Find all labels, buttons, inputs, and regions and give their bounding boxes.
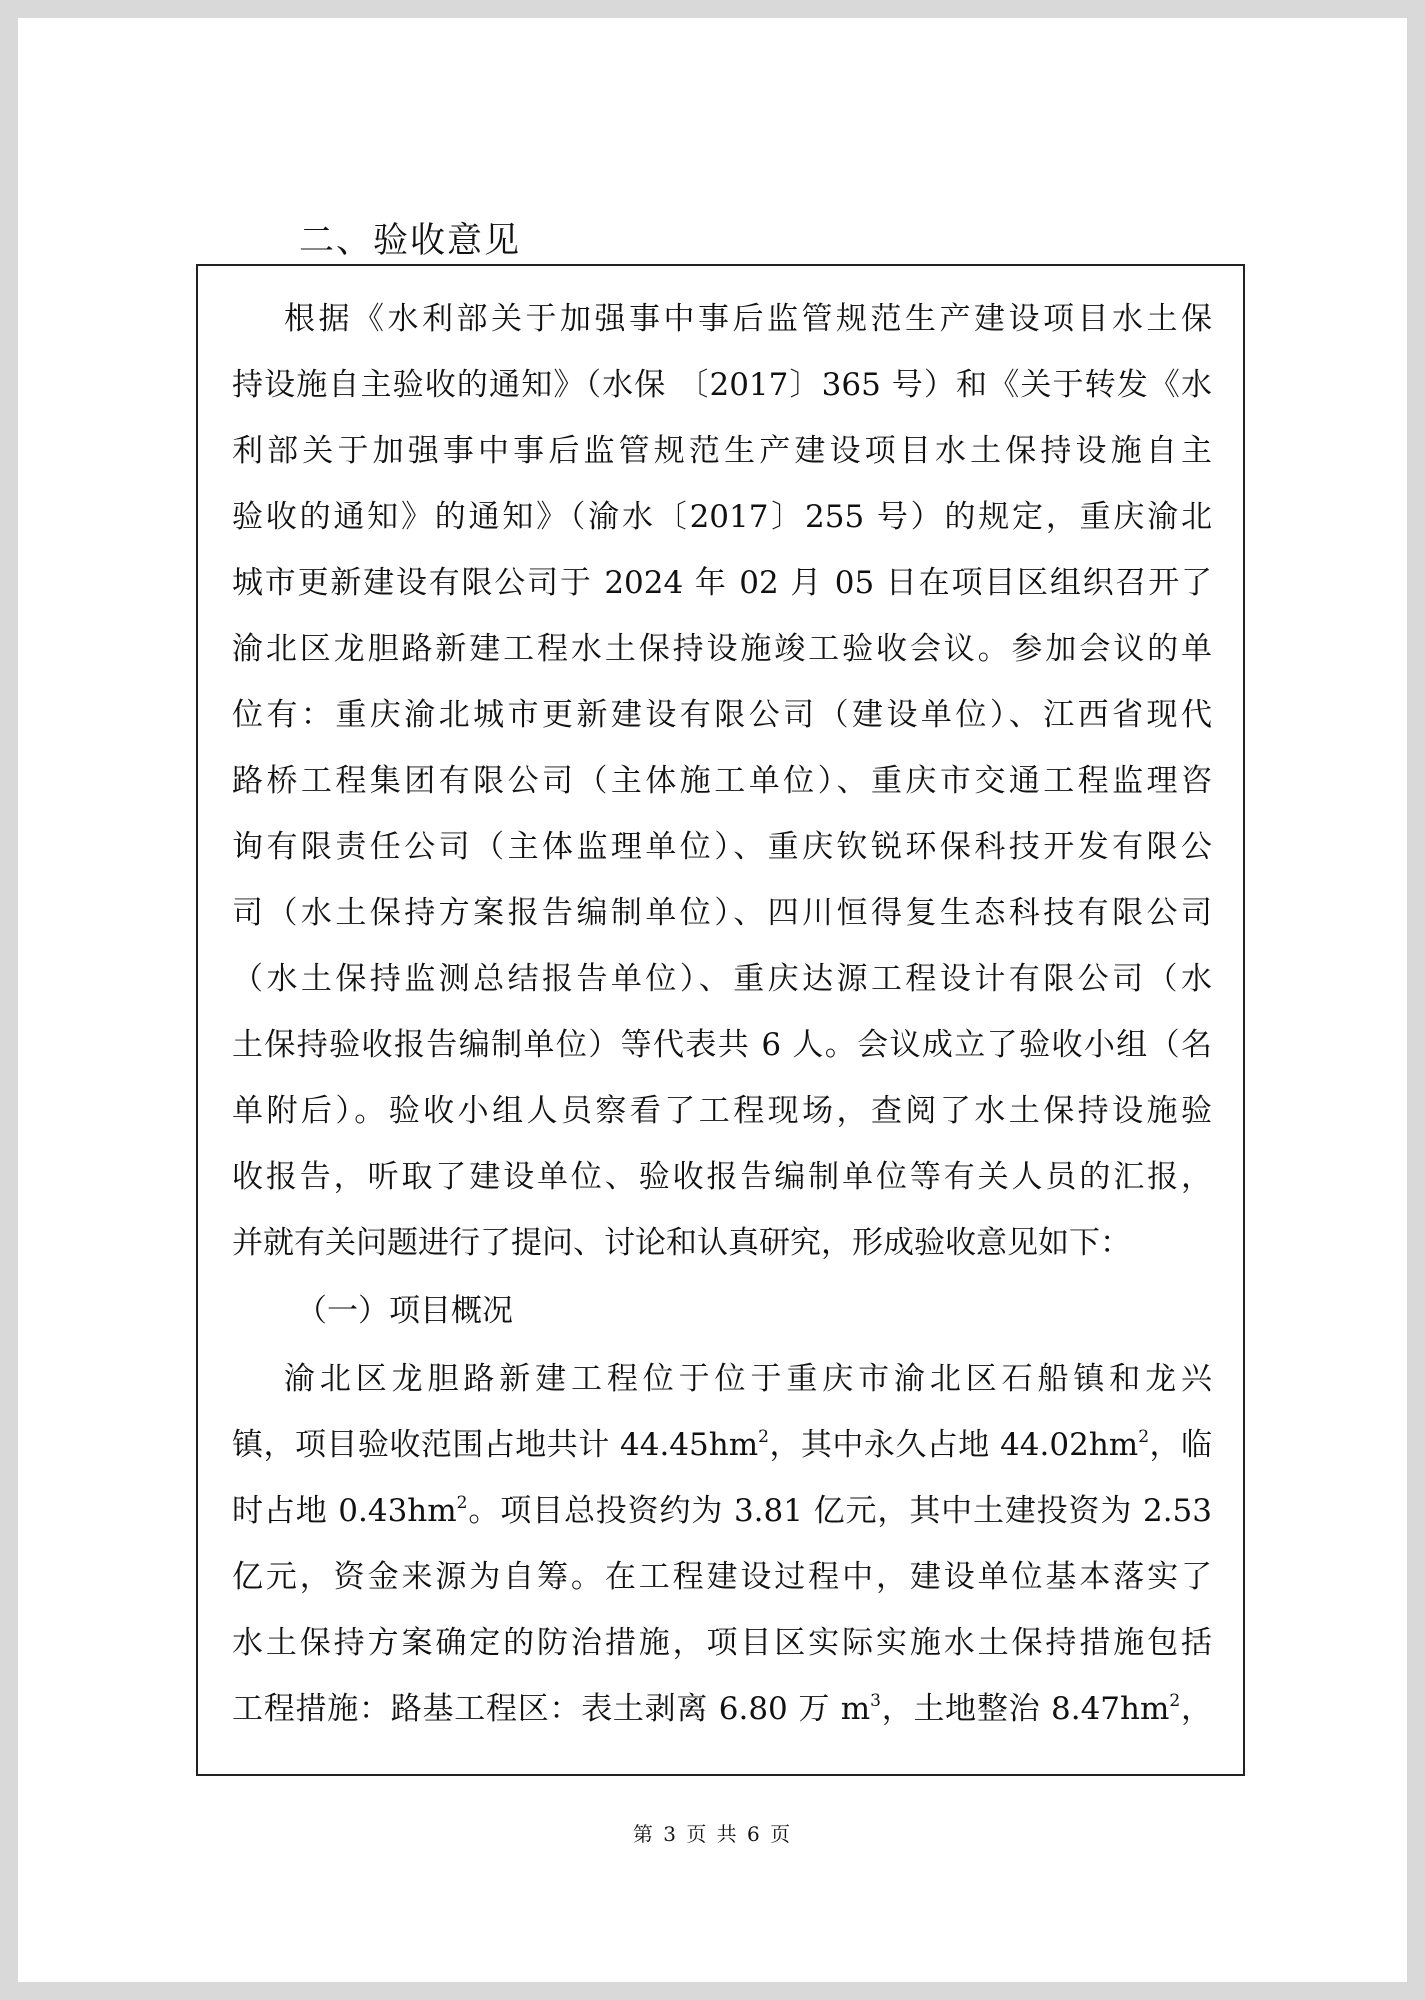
paragraph-line: 司（水土保持方案报告编制单位）、四川恒得复生态科技有限公司 — [232, 895, 1212, 931]
document-page — [18, 18, 1407, 1982]
section-heading: 二、验收意见 — [299, 221, 522, 261]
paragraph-line: 亿元，资金来源为自筹。在工程建设过程中，建设单位基本落实了 — [232, 1559, 1212, 1595]
subsection-heading: （一）项目概况 — [296, 1293, 513, 1329]
paragraph-line: 土保持验收报告编制单位）等代表共 6 人。会议成立了验收小组（名 — [232, 1027, 1212, 1063]
paragraph-line — [232, 1412, 1212, 1478]
superscript: 2 — [456, 1493, 468, 1514]
text-segment: ，临 — [1149, 1427, 1212, 1463]
superscript: 2 — [758, 1427, 769, 1448]
paragraph-line: 收报告，听取了建设单位、验收报告编制单位等有关人员的汇报， — [232, 1159, 1212, 1195]
paragraph-line: 单附后）。验收小组人员察看了工程现场，查阅了水土保持设施验 — [232, 1093, 1212, 1129]
superscript: 3 — [870, 1691, 881, 1712]
superscript: 2 — [1138, 1427, 1150, 1448]
paragraph-line: 根据《水利部关于加强事中事后监管规范生产建设项目水土保 — [284, 301, 1212, 337]
paragraph-line: 询有限责任公司（主体监理单位）、重庆钦锐环保科技开发有限公 — [232, 829, 1212, 865]
superscript: 2 — [1169, 1691, 1181, 1712]
paragraph-line: （水土保持监测总结报告单位）、重庆达源工程设计有限公司（水 — [232, 961, 1212, 997]
paragraph-line: 路桥工程集团有限公司（主体施工单位）、重庆市交通工程监理咨 — [232, 763, 1212, 799]
paragraph-line: 位有：重庆渝北城市更新建设有限公司（建设单位）、江西省现代 — [232, 697, 1212, 733]
text-segment: ， — [1180, 1691, 1212, 1727]
paragraph-line: 并就有关问题进行了提问、讨论和认真研究，形成验收意见如下： — [232, 1225, 1131, 1261]
text-segment: 。项目总投资约为 3.81 亿元，其中土建投资为 2.53 — [467, 1493, 1212, 1529]
text-segment: ，其中永久占地 44.02hm — [768, 1427, 1139, 1463]
paragraph-line: 渝北区龙胆路新建工程位于位于重庆市渝北区石船镇和龙兴 — [284, 1361, 1212, 1397]
paragraph-line: 城市更新建设有限公司于 2024 年 02 月 05 日在项目区组织召开了 — [232, 565, 1212, 601]
text-segment: ，土地整治 8.47hm — [880, 1691, 1170, 1727]
paragraph-line — [232, 1676, 1212, 1742]
paragraph-line: 渝北区龙胆路新建工程水土保持设施竣工验收会议。参加会议的单 — [232, 631, 1212, 667]
page-number: 第 3 页 共 6 页 — [632, 1822, 793, 1846]
paragraph-line: 水土保持方案确定的防治措施，项目区实际实施水土保持措施包括 — [232, 1625, 1212, 1661]
paragraph-line — [232, 1478, 1212, 1544]
paragraph-line: 利部关于加强事中事后监管规范生产建设项目水土保持设施自主 — [232, 433, 1212, 469]
opinion-box — [196, 264, 1245, 1776]
text-segment: 工程措施：路基工程区：表土剥离 6.80 万 m — [232, 1691, 871, 1727]
paragraph-line: 验收的通知》的通知》（渝水〔2017〕255 号）的规定，重庆渝北 — [232, 499, 1212, 535]
paragraph-line: 持设施自主验收的通知》（水保 〔2017〕365 号）和《关于转发《水 — [232, 367, 1212, 403]
text-segment: 时占地 0.43hm — [232, 1493, 457, 1529]
text-segment: 镇，项目验收范围占地共计 44.45hm — [232, 1427, 759, 1463]
